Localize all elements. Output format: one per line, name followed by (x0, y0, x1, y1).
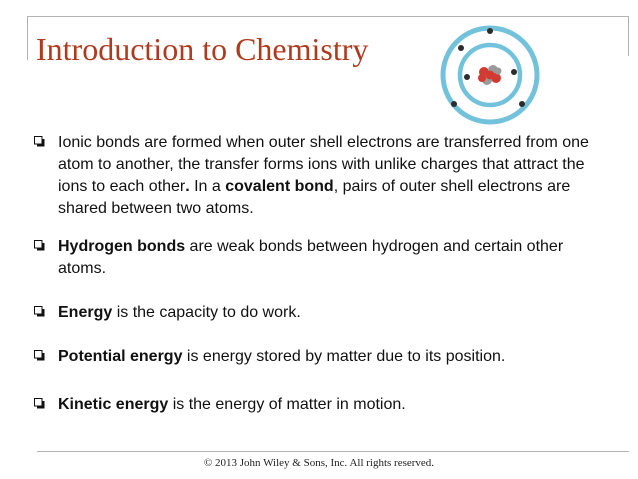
bullet-text (58, 348, 505, 365)
bold-term: covalent bond (225, 178, 334, 195)
bullet-item (34, 394, 406, 416)
top-frame-line (27, 16, 629, 17)
bold-term: Potential energy (58, 348, 183, 365)
hollow-square-bullet-icon (34, 240, 45, 251)
bold-term: Energy (58, 304, 113, 321)
bullet-text (58, 134, 589, 217)
text-run: , pairs of outer shell electrons are shared between two atoms. (58, 178, 571, 217)
text-run: are weak bonds between hydrogen and certain other atoms. (58, 238, 564, 277)
footer-divider (37, 451, 629, 452)
bold-term: . (185, 178, 190, 195)
text-run: is energy stored by matter due to its position. (182, 348, 506, 365)
text-run: is the energy of matter in motion. (168, 396, 406, 413)
slide-title: Introduction to Chemistry (36, 31, 369, 67)
hollow-square-bullet-icon (34, 350, 45, 361)
bullet-text (58, 238, 563, 277)
text-run: Ionic bonds are formed when outer shell electrons are transferred from one atom to another, the transfer forms ions with unlike charges that attract the ions to each other (58, 134, 589, 195)
bullet-item (34, 346, 505, 368)
atom-diagram-icon (434, 22, 548, 132)
bold-term: Hydrogen bonds (58, 238, 186, 255)
bullet-text (58, 304, 301, 321)
text-run: In a (189, 178, 226, 195)
left-frame-line (27, 16, 28, 60)
copyright-footer: © 2013 John Wiley & Sons, Inc. All rights reserved. (203, 457, 435, 469)
hollow-square-bullet-icon (34, 136, 45, 147)
bold-term: Kinetic energy (58, 396, 169, 413)
right-frame-line (628, 16, 629, 56)
bullet-item (34, 132, 594, 220)
bullet-item (34, 236, 594, 280)
hollow-square-bullet-icon (34, 306, 45, 317)
text-run: is the capacity to do work. (112, 304, 301, 321)
bullet-text (58, 396, 406, 413)
bullet-item (34, 302, 301, 324)
hollow-square-bullet-icon (34, 398, 45, 409)
